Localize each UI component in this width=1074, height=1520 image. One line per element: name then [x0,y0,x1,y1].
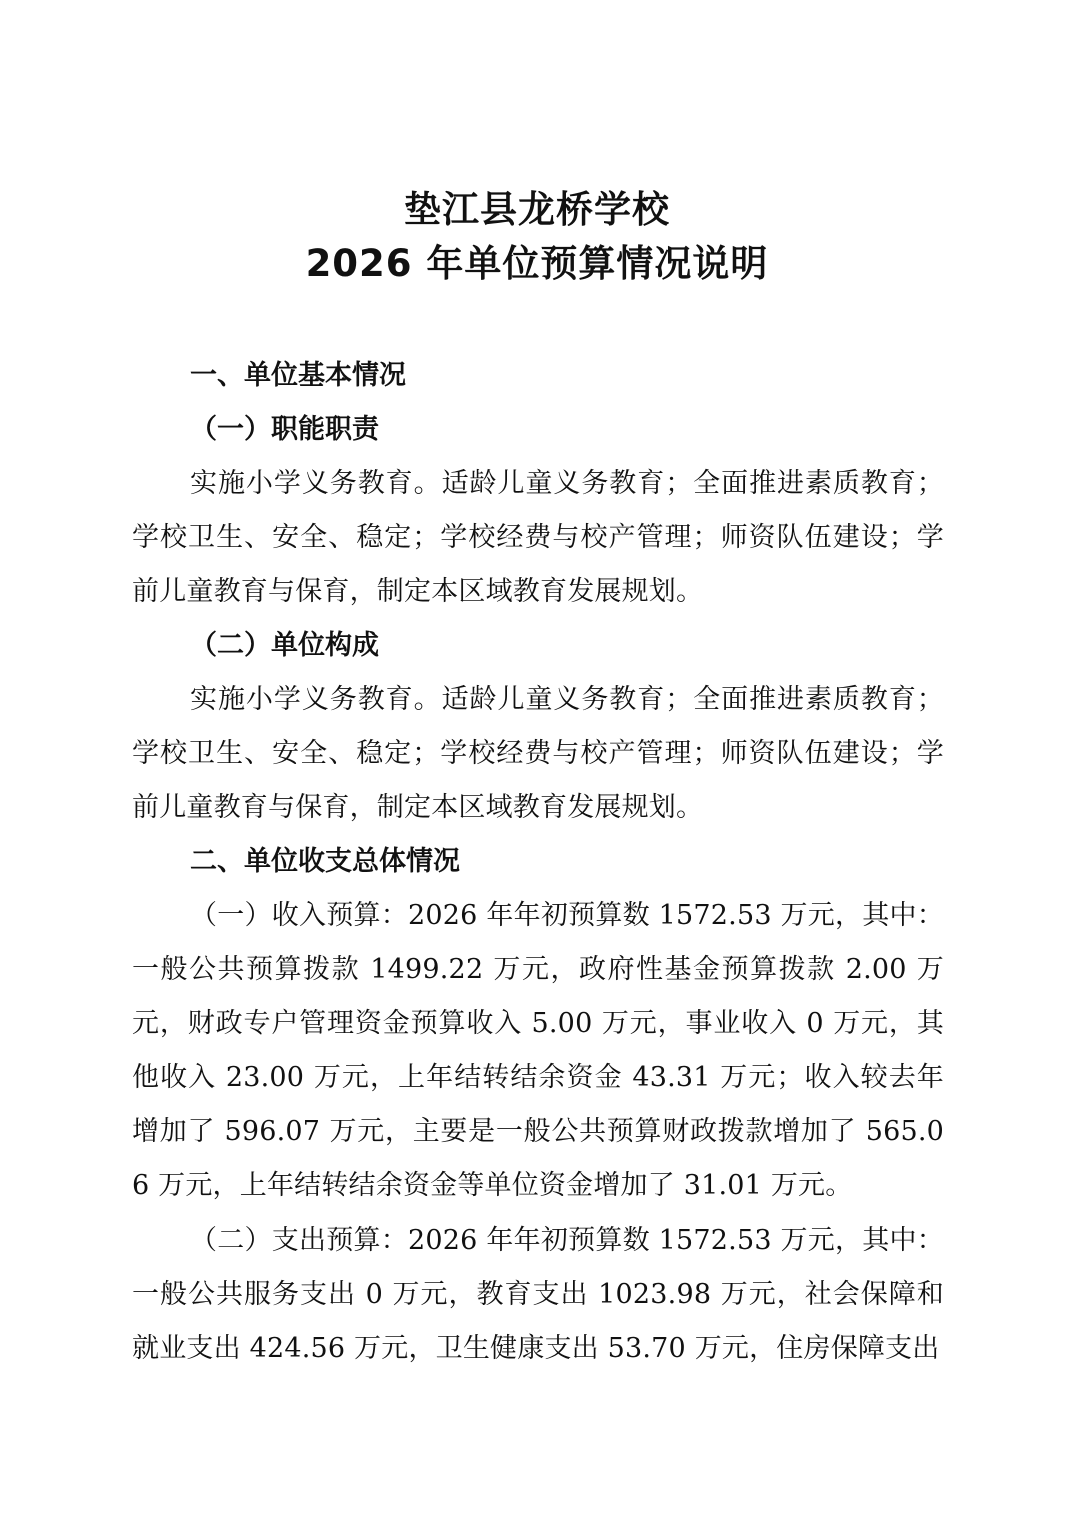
section2-expense-body: （二）支出预算：2026 年年初预算数 1572.53 万元，其中：一般公共服务支出 0 万元，教育支出 1023.98 万元，社会保障和就业支出 424.56 万元，卫生健康支出 53.70 万元，住房保障支出 [132,1225,944,1364]
section2-heading: 二、单位收支总体情况 [190,846,460,877]
section1-sub2-body: 实施小学义务教育。适龄儿童义务教育；全面推进素质教育；学校卫生、安全、稳定；学校经费与校产管理；师资队伍建设；学前儿童教育与保育，制定本区域教育发展规划。 [132,684,944,823]
section1-sub1-body: 实施小学义务教育。适龄儿童义务教育；全面推进素质教育；学校卫生、安全、稳定；学校经费与校产管理；师资队伍建设；学前儿童教育与保育，制定本区域教育发展规划。 [132,468,944,607]
section1-sub2-heading: （二）单位构成 [190,630,379,661]
document-title-line1: 垫江县龙桥学校 [404,188,670,231]
section1-heading: 一、单位基本情况 [190,360,406,391]
section2-income-body: （一）收入预算：2026 年年初预算数 1572.53 万元，其中：一般公共预算拨款 1499.22 万元，政府性基金预算拨款 2.00 万元，财政专户管理资金预算收入 5.00 万元，事业收入 0 万元，其他收入 23.00 万元，上年结转结余资金 43.31 万元；收入较去年增加了 596.07 万元，主要是一般公共预算财政拨款增加了 565.06 万元，上年结转结余资金等单位资金增加了 31.01 万元。 [132,900,944,1201]
section1-sub1-heading: （一）职能职责 [190,414,379,445]
document-title-line2: 2026 年单位预算情况说明 [305,242,769,285]
